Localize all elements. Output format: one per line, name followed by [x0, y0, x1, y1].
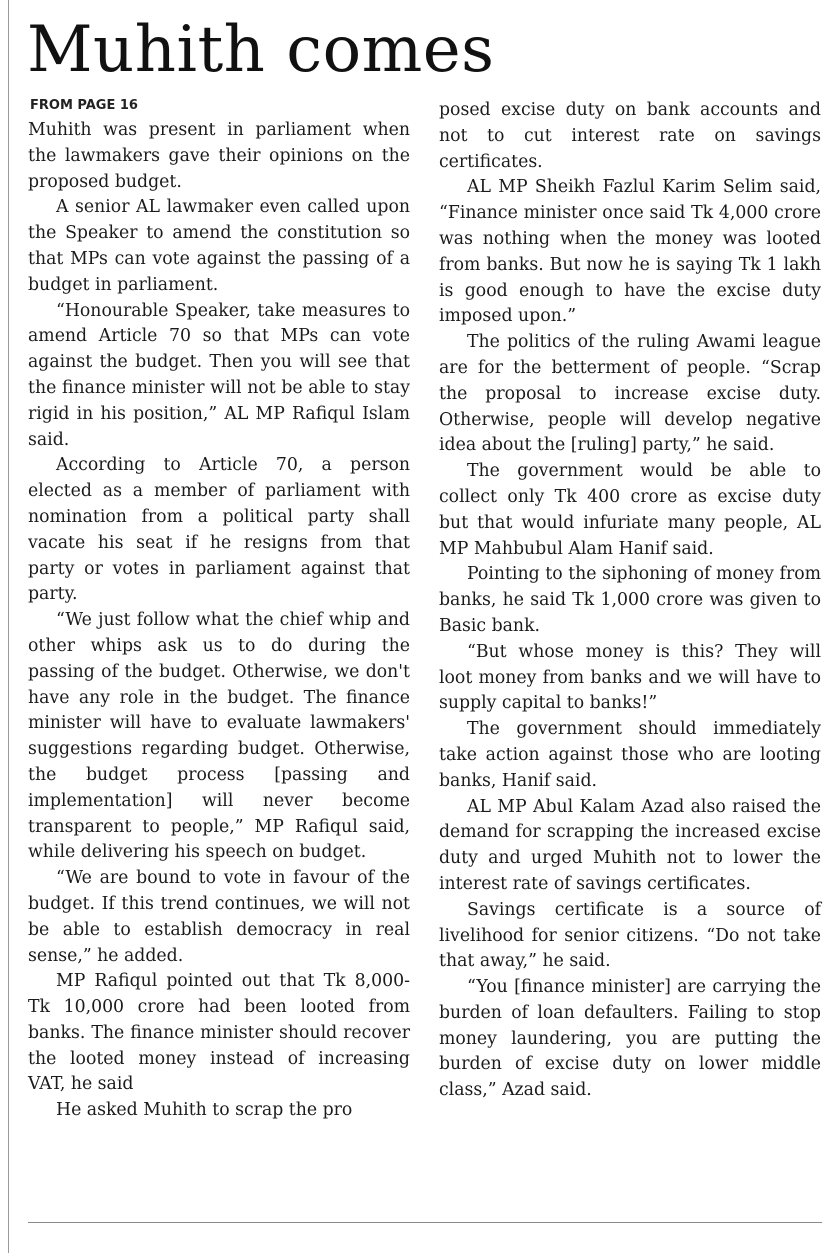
bottom-rule: [28, 1222, 822, 1223]
paragraph: “We just follow what the chief whip and other whips ask us to do during the passing of the budget. Otherwise, we don't have any role in the budget. The finance minister will have to evaluate lawmakers' suggestions regarding budget. Otherwise, the budget process [passing and implementation] will never become transparent to people,” MP Rafiqul said, while delivering his speech on budget.: [28, 610, 410, 863]
paragraph: He asked Muhith to scrap the pro: [56, 1100, 353, 1121]
headline: Muhith comes: [27, 13, 495, 87]
paragraph: AL MP Sheikh Fazlul Karim Selim said, “Finance minister once said Tk 4,000 crore was nothing when the money was looted from banks. But now he is saying Tk 1 lakh is good enough to have the excise duty imposed upon.”: [439, 177, 821, 327]
paragraph: The government would be able to collect only Tk 400 crore as excise duty but that would infuriate many people, AL MP Mahbubul Alam Hanif said.: [439, 461, 821, 559]
paragraph: MP Rafiqul pointed out that Tk 8,000-Tk 10,000 crore had been looted from banks. The finance minister should recover the looted money instead of increasing VAT, he said: [28, 971, 410, 1095]
paragraph: The government should immediately take action against those who are looting banks, Hanif said.: [439, 719, 821, 791]
paragraph: Pointing to the siphoning of money from banks, he said Tk 1,000 crore was given to Basic bank.: [439, 564, 821, 636]
left-column-rule: [8, 0, 9, 1253]
paragraph: Muhith was present in parliament when the lawmakers gave their opinions on the proposed budget.: [28, 120, 410, 192]
paragraph: A senior AL lawmaker even called upon the Speaker to amend the constitution so that MPs can vote against the passing of a budget in parliament.: [28, 197, 410, 295]
paragraph: “You [finance minister] are carrying the burden of loan defaulters. Failing to stop money laundering, you are putting the burden of excise duty on lower middle class,” Azad said.: [439, 977, 821, 1101]
paragraph: “Honourable Speaker, take measures to amend Article 70 so that MPs can vote against the budget. Then you will see that the finance minister will not be able to stay rigid in his position,” AL MP Rafiqul Islam said.: [28, 300, 410, 450]
paragraph: Savings certificate is a source of livelihood for senior citizens. “Do not take that away,” he said.: [439, 899, 821, 972]
paragraph: posed excise duty on bank accounts and not to cut interest rate on savings certificates.: [439, 100, 821, 172]
article-column-2: [439, 98, 821, 1104]
article-column-1: [28, 118, 410, 1124]
continued-from-label: FROM PAGE 16: [30, 98, 138, 113]
paragraph: The politics of the ruling Awami league are for the betterment of people. “Scrap the proposal to increase excise duty. Otherwise, people will develop negative idea about the [ruling] party,” he said.: [439, 332, 821, 456]
paragraph: “But whose money is this? They will loot money from banks and we will have to supply capital to banks!”: [439, 641, 821, 714]
paragraph: “We are bound to vote in favour of the budget. If this trend continues, we will not be able to establish democracy in real sense,” he added.: [28, 868, 410, 966]
paragraph: AL MP Abul Kalam Azad also raised the demand for scrapping the increased excise duty and urged Muhith not to lower the interest rate of savings certificates.: [439, 796, 821, 894]
paragraph: According to Article 70, a person elected as a member of parliament with nomination from a political party shall vacate his seat if he resigns from that party or votes in parliament against that party.: [28, 455, 410, 605]
